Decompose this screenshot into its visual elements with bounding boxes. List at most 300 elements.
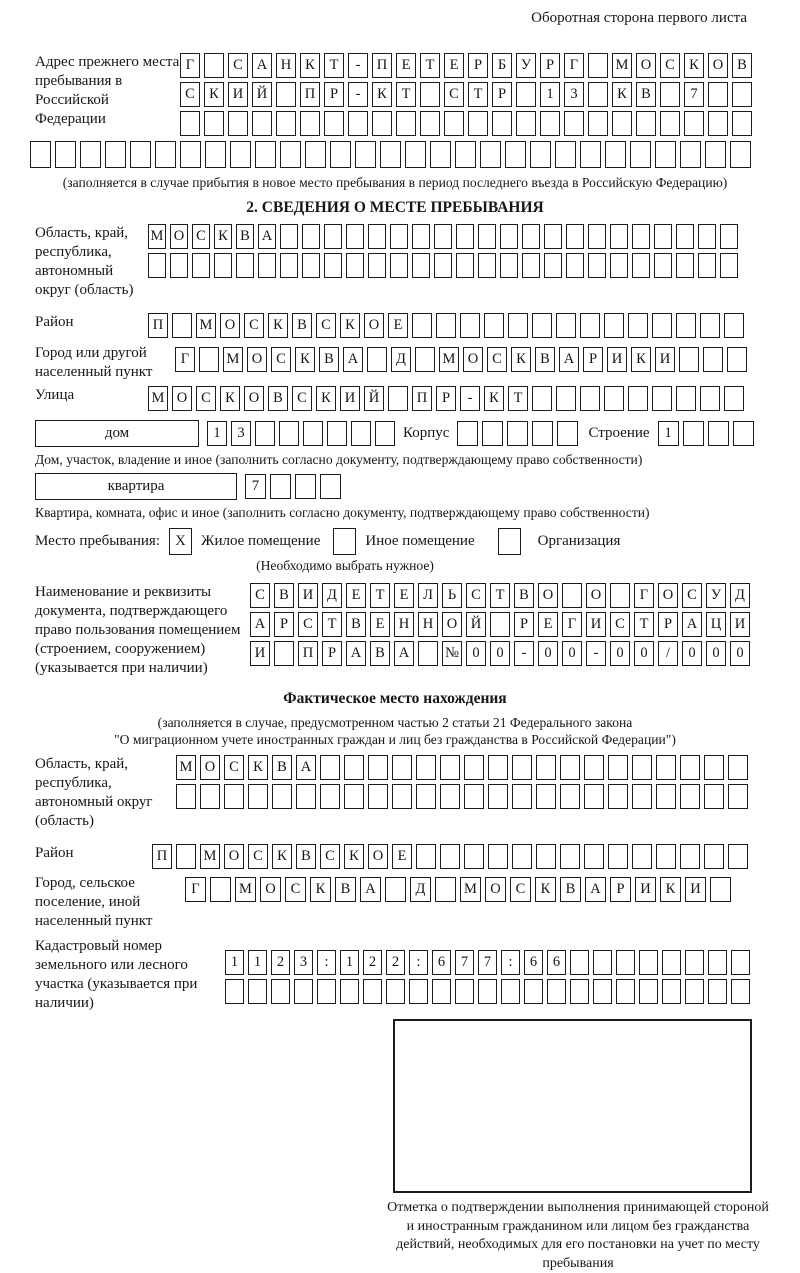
char-box [705,141,726,168]
char-box [698,224,716,249]
page-side-note: Оборотная сторона первого листа [531,10,747,26]
street-label: Улица [35,387,75,403]
char-box: С [660,53,680,78]
char-box [435,877,456,902]
char-box: С [298,612,318,637]
char-box [685,950,704,975]
char-box [588,253,606,278]
char-box: Г [185,877,206,902]
char-box: В [560,877,581,902]
char-box [700,386,720,411]
place-type-checkbox-zhiloe [169,528,192,555]
char-box [409,979,428,1004]
char-box: С [316,313,336,338]
char-box [346,224,364,249]
region-field [35,224,755,300]
char-box [731,979,750,1004]
char-box [430,141,451,168]
actual-region-label: Область, край, республика, автономный округ (область) [35,756,153,829]
char-box [605,141,626,168]
char-box: / [658,641,678,666]
char-box: С [320,844,340,869]
char-box [224,784,244,809]
char-box [192,253,210,278]
char-box: Н [394,612,414,637]
char-box [416,784,436,809]
prev-address-row-2 [180,82,752,107]
char-box [708,421,729,446]
char-box: К [300,53,320,78]
char-box: 1 [340,950,359,975]
char-box: Ц [706,612,726,637]
char-box [555,141,576,168]
city-row [175,347,747,372]
char-box: С [271,347,291,372]
char-box: С [444,82,464,107]
document-label: Наименование и реквизиты документа, подтверждающего право пользования помещением (строением, сооружением) (указывается при наличии) [35,584,241,676]
char-box: Т [420,53,440,78]
char-box: 3 [294,950,313,975]
char-box [720,224,738,249]
char-box [680,844,700,869]
char-box [320,474,341,499]
char-box [536,784,556,809]
char-box [512,755,532,780]
actual-note-1: (заполняется в случае, предусмотренном частью 2 статьи 21 Федерального закона [157,715,633,730]
char-box: В [272,755,292,780]
char-box: К [295,347,315,372]
char-box [698,253,716,278]
char-box [562,583,582,608]
char-box: Е [396,53,416,78]
char-box: В [636,82,656,107]
char-box: 0 [562,641,582,666]
char-box [501,979,520,1004]
char-box [478,979,497,1004]
char-box: А [682,612,702,637]
char-box [728,844,748,869]
char-box: 3 [231,421,251,446]
char-box [593,979,612,1004]
char-box [570,979,589,1004]
char-box: Т [490,583,510,608]
actual-city-field [35,874,755,931]
char-box: 2 [386,950,405,975]
char-box [276,111,296,136]
char-box: К [310,877,331,902]
char-box: И [635,877,656,902]
char-box [608,784,628,809]
district-label: Район [35,314,74,330]
char-box [396,111,416,136]
char-box: И [228,82,248,107]
char-box [478,253,496,278]
region-row-1 [148,224,738,249]
char-box: К [372,82,392,107]
char-box: М [235,877,256,902]
char-box [270,474,291,499]
char-box [199,347,219,372]
char-box [560,844,580,869]
char-box [386,979,405,1004]
char-box [632,844,652,869]
char-box [170,253,188,278]
prev-address-row-3 [180,111,752,136]
city-label: Город или другой населенный пункт [35,345,153,380]
char-box [405,141,426,168]
apartment-cells [245,474,341,499]
char-box [276,82,296,107]
char-box [333,528,356,555]
prev-address-row-4 [30,141,755,168]
char-box [271,979,290,1004]
prev-address-label: Адрес прежнего места пребывания в Российской Федерации [35,54,180,127]
street-field [35,386,755,411]
house-caption: Дом, участок, владение и иное (заполнить согласно документу, подтверждающему право собственности) [35,452,643,467]
char-box: Р [274,612,294,637]
char-box: В [335,877,356,902]
char-box: Т [508,386,528,411]
char-box [708,82,728,107]
char-box [155,141,176,168]
char-box: 0 [730,641,750,666]
char-box [420,111,440,136]
place-type-option-org: Организация [537,533,621,549]
char-box: 1 [658,421,679,446]
actual-district-label: Район [35,845,74,861]
char-box [654,253,672,278]
char-box [368,253,386,278]
char-box [556,386,576,411]
char-box: С [228,53,248,78]
char-box [720,253,738,278]
char-box [464,844,484,869]
char-box: М [148,224,166,249]
document-rows [250,583,750,666]
char-box [302,224,320,249]
char-box [412,253,430,278]
char-box: 7 [684,82,704,107]
region-label: Область, край, республика, автономный округ (область) [35,225,134,298]
place-type-row [35,528,755,555]
char-box: И [685,877,706,902]
char-box [530,141,551,168]
char-box [488,844,508,869]
cadastre-row-2 [225,979,750,1004]
char-box [320,784,340,809]
char-box: Е [394,583,414,608]
char-box: Р [324,82,344,107]
char-box: Д [322,583,342,608]
char-box: 1 [540,82,560,107]
char-box [588,53,608,78]
prev-address-caption: (заполняется в случае прибытия в новое место пребывания в период последнего въезда в Российскую Федерацию) [62,175,728,190]
document-row-3 [250,641,750,666]
char-box [540,111,560,136]
char-box: И [250,641,270,666]
char-box [385,877,406,902]
apartment-box-label: квартира [35,473,237,500]
place-type-option-inoe: Иное помещение [365,533,475,549]
char-box: П [152,844,172,869]
char-box [630,141,651,168]
char-box: В [535,347,555,372]
char-box [457,421,478,446]
char-box [556,313,576,338]
char-box [327,421,347,446]
char-box [584,844,604,869]
prev-address-rows [180,53,752,136]
char-box: О [636,53,656,78]
char-box: 0 [610,641,630,666]
char-box: В [268,386,288,411]
char-box: Т [324,53,344,78]
char-box [205,141,226,168]
char-box [728,755,748,780]
char-box: В [236,224,254,249]
char-box [412,224,430,249]
char-box: К [535,877,556,902]
char-box [732,82,752,107]
char-box: И [340,386,360,411]
char-box: - [586,641,606,666]
char-box [372,111,392,136]
char-box [710,877,731,902]
char-box: - [514,641,534,666]
district-row [148,313,744,338]
korpus-cells [457,421,578,446]
char-box: Л [418,583,438,608]
char-box [724,313,744,338]
char-box: С [192,224,210,249]
char-box: О [538,583,558,608]
actual-region-row-2 [176,784,748,809]
document-row-2 [250,612,750,637]
char-box [324,224,342,249]
char-box [680,784,700,809]
char-box [628,386,648,411]
char-box: Й [466,612,486,637]
char-box: П [148,313,168,338]
char-box: К [612,82,632,107]
char-box [724,386,744,411]
char-box [230,141,251,168]
char-box [317,979,336,1004]
char-box: О [200,755,220,780]
char-box [505,141,526,168]
char-box [172,313,192,338]
char-box [547,979,566,1004]
char-box [660,111,680,136]
char-box [507,421,528,446]
char-box: 6 [547,950,566,975]
actual-region-rows [176,755,748,809]
char-box [204,111,224,136]
char-box: К [340,313,360,338]
char-box: О [244,386,264,411]
char-box [733,421,754,446]
char-box: В [292,313,312,338]
char-box [532,313,552,338]
char-box [434,253,452,278]
char-box: О [170,224,188,249]
char-box: М [612,53,632,78]
char-box: 0 [634,641,654,666]
char-box: 7 [455,950,474,975]
char-box [280,253,298,278]
char-box: Г [564,53,584,78]
cadastre-field [35,937,755,1013]
actual-district-row [152,844,748,869]
char-box: Й [252,82,272,107]
char-box: А [394,641,414,666]
char-box: - [348,53,368,78]
char-box [632,755,652,780]
char-box [440,844,460,869]
prev-address-row-1 [180,53,752,78]
stroenie-cells [658,421,754,446]
char-box: И [655,347,675,372]
char-box [676,253,694,278]
char-box: 2 [271,950,290,975]
char-box: Р [540,53,560,78]
char-box [662,950,681,975]
char-box: 0 [706,641,726,666]
char-box: Е [538,612,558,637]
char-box [344,755,364,780]
char-box [679,347,699,372]
char-box: К [344,844,364,869]
char-box [320,755,340,780]
char-box [593,950,612,975]
char-box [456,253,474,278]
char-box: 1 [248,950,267,975]
char-box [516,82,536,107]
char-box [351,421,371,446]
house-box-label: дом [35,420,199,447]
char-box [656,784,676,809]
char-box [676,313,696,338]
char-box: А [343,347,363,372]
char-box: И [586,612,606,637]
char-box [455,979,474,1004]
char-box [564,111,584,136]
char-box [344,784,364,809]
char-box [478,224,496,249]
char-box [704,755,724,780]
char-box: Й [364,386,384,411]
char-box [363,979,382,1004]
char-box [662,979,681,1004]
char-box: И [730,612,750,637]
char-box [176,844,196,869]
char-box: И [298,583,318,608]
document-row-1 [250,583,750,608]
char-box: К [484,386,504,411]
char-box: 1 [225,950,244,975]
char-box [566,253,584,278]
char-box: С [682,583,702,608]
char-box: Р [514,612,534,637]
char-box [652,386,672,411]
char-box: К [268,313,288,338]
char-box: 0 [682,641,702,666]
char-box: М [196,313,216,338]
char-box [680,141,701,168]
char-box: У [516,53,536,78]
char-box [488,755,508,780]
char-box: С [244,313,264,338]
char-box [703,347,723,372]
char-box [727,347,747,372]
char-box [584,755,604,780]
char-box [500,224,518,249]
char-box [468,111,488,136]
char-box [432,979,451,1004]
char-box [388,386,408,411]
char-box [390,253,408,278]
char-box: Н [418,612,438,637]
char-box [280,141,301,168]
char-box: С [196,386,216,411]
char-box [455,141,476,168]
house-number-cells [207,421,395,446]
char-box [105,141,126,168]
char-box: С [292,386,312,411]
char-box [436,313,456,338]
char-box: П [372,53,392,78]
char-box [375,421,395,446]
char-box: О [247,347,267,372]
char-box [225,979,244,1004]
char-box: И [607,347,627,372]
char-box [532,386,552,411]
char-box [704,844,724,869]
actual-district-field [35,844,755,869]
char-box [204,53,224,78]
char-box [294,979,313,1004]
char-box [255,421,275,446]
cadastre-row-1 [225,950,750,975]
char-box [632,784,652,809]
char-box [340,979,359,1004]
char-box: : [501,950,520,975]
char-box [484,313,504,338]
char-box: Г [562,612,582,637]
char-box [544,224,562,249]
place-type-option-zhiloe: Жилое помещение [201,533,321,549]
char-box: Р [436,386,456,411]
char-box [660,82,680,107]
city-field [35,344,755,382]
char-box [464,755,484,780]
char-box: А [296,755,316,780]
char-box: К [631,347,651,372]
char-box [180,141,201,168]
char-box: В [370,641,390,666]
char-box [55,141,76,168]
char-box [730,141,751,168]
char-box: 7 [245,474,266,499]
char-box [588,111,608,136]
char-box [130,141,151,168]
char-box: О [485,877,506,902]
char-box [348,111,368,136]
actual-note-2: "О миграционном учете иностранных граждан и лиц без гражданства в Российской Федерации") [114,732,676,747]
char-box [80,141,101,168]
char-box [632,253,650,278]
char-box [464,784,484,809]
